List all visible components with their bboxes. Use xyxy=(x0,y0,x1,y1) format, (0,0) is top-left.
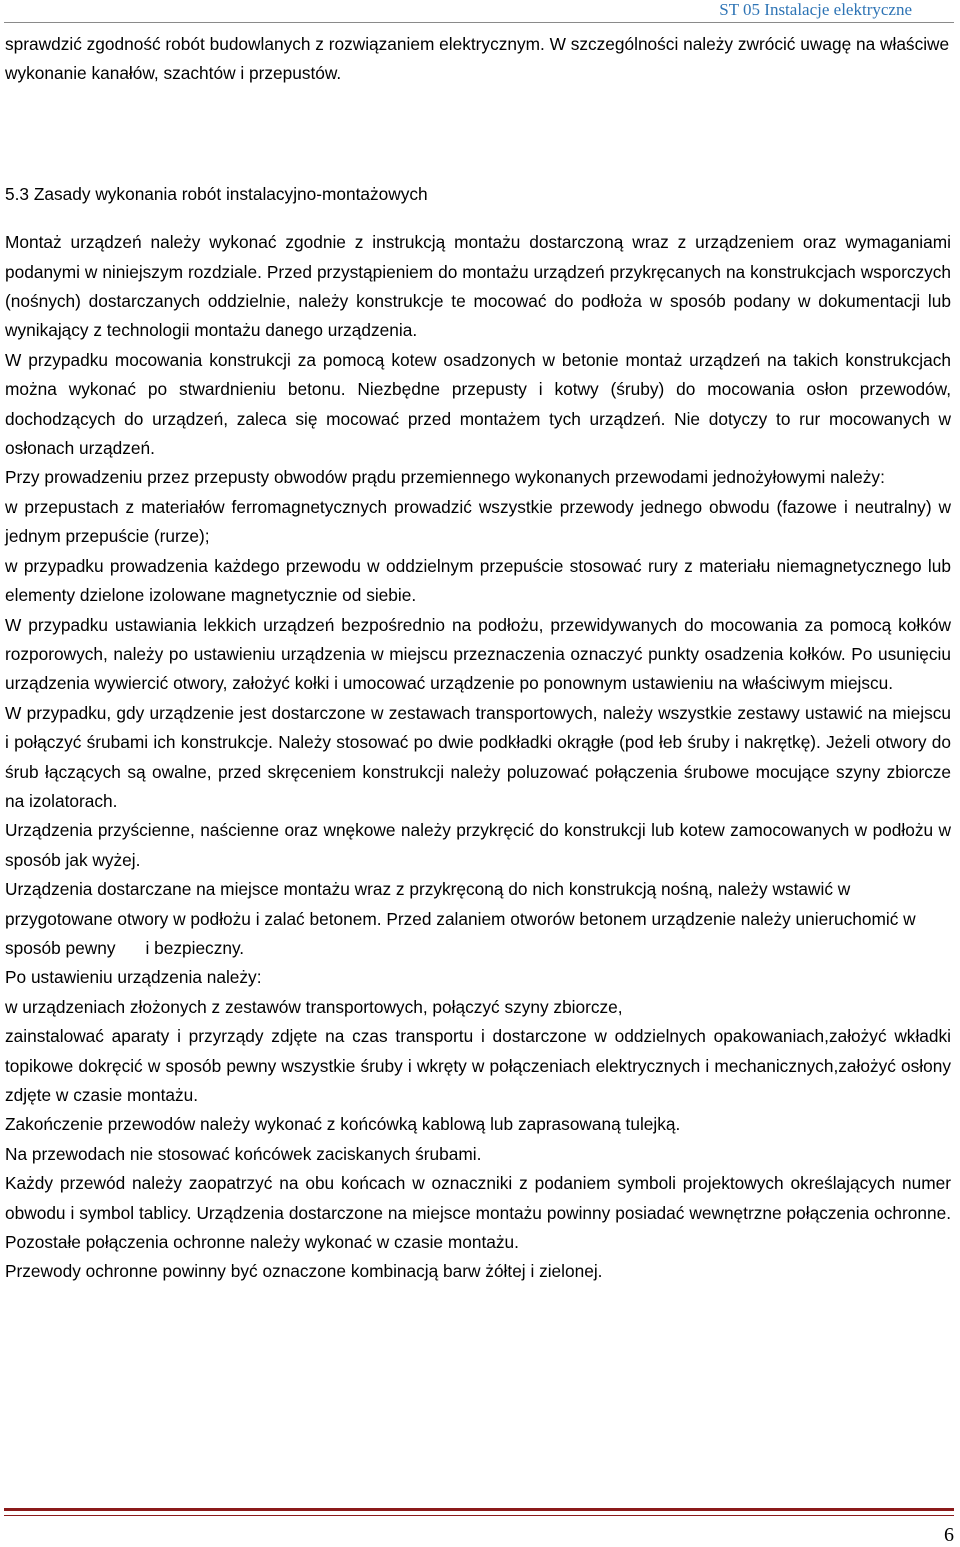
paragraph: W przypadku ustawiania lekkich urządzeń bezpośrednio na podłożu, przewidywanych do mocowania za pomocą kołków rozporowych, należy po ustawieniu urządzenia w miejscu przeznaczenia oznaczyć punkty osadzenia kołków. Po usunięciu urządzenia wywiercić otwory, założyć kołki i umocować urządzenie po ponownym ustawieniu na właściwym miejscu. xyxy=(5,614,951,694)
paragraph-with-tail xyxy=(5,875,951,963)
intro-paragraph: sprawdzić zgodność robót budowlanych z rozwiązaniem elektrycznym. W szczególności należy zwrócić uwagę na właściwe wykonanie kanałów, szachtów i przepustów. xyxy=(5,34,950,84)
paragraph: Po ustawieniu urządzenia należy: xyxy=(5,967,262,988)
section-title: Zasady wykonania robót instalacyjno-montażowych xyxy=(33,183,428,204)
paragraph: Montaż urządzeń należy wykonać zgodnie z instrukcją montażu dostarczoną wraz z urządzeniem oraz wymaganiami podanymi w niniejszym rozdziale. Przed przystąpieniem do montażu urządzeń przykręcanych na konstrukcjach wsporczych (nośnych) dostarczanych oddzielnie, należy konstrukcje te mocować do podłoża w sposób podany w dokumentacji lub wynikający z technologii montażu danego urządzenia. xyxy=(5,232,951,341)
paragraph: w przepustach z materiałów ferromagnetycznych prowadzić wszystkie przewody jednego obwodu (fazowe i neutralny) w jednym przepuście (rurze); xyxy=(5,496,951,547)
paragraph: Przy prowadzeniu przez przepusty obwodów prądu przemiennego wykonanych przewodami jednożyłowymi należy: xyxy=(5,467,885,488)
paragraph: Zakończenie przewodów należy wykonać z końcówką kablową lub zaprasowaną tulejką. xyxy=(5,1114,681,1135)
paragraph: Każdy przewód należy zaopatrzyć na obu końcach w oznaczniki z podaniem symboli projektowych określających numer obwodu i symbol tablicy. Urządzenia dostarczone na miejsce montażu powinny posiadać wewnętrzne połączenia ochronne. Pozostałe połączenia ochronne należy wykonać w czasie montażu. xyxy=(5,1173,951,1253)
paragraph-text: Urządzenia dostarczane na miejsce montażu wraz z przykręconą do nich konstrukcją nośną, należy wstawić w przygotowane otwory w podłożu i zalać betonem. Przed zalaniem otworów betonem urządzenie należy unieruchomić w sposób pewny xyxy=(5,879,916,958)
paragraph: w urządzeniach złożonych z zestawów transportowych, połączyć szyny zbiorcze, xyxy=(5,996,623,1017)
running-header: ST 05 Instalacje elektryczne xyxy=(719,0,912,19)
paragraph: W przypadku mocowania konstrukcji za pomocą kotew osadzonych w betonie montaż urządzeń na takich konstrukcjach można wykonać po stwardnieniu betonu. Niezbędne przepusty i kotwy (śruby) do mocowania osłon przewodów, dochodzących do urządzeń, zaleca się mocować przed montażem tych urządzeń. Nie dotyczy to rur mocowanych w osłonach urządzeń. xyxy=(5,349,951,459)
paragraph: zainstalować aparaty i przyrządy zdjęte na czas transportu i dostarczone w oddzielnych opakowaniach,założyć wkładki topikowe dokręcić w sposób pewny wszystkie śruby i wkręty w połączeniach elektrycznych i mechanicznych,założyć osłony zdjęte w czasie montażu. xyxy=(5,1026,951,1105)
paragraph: w przypadku prowadzenia każdego przewodu w oddzielnym przepuście stosować rury z materiału niemagnetycznego lub elementy dzielone izolowane magnetycznie od siebie. xyxy=(5,555,951,606)
paragraph: Urządzenia przyścienne, naścienne oraz wnękowe należy przykręcić do konstrukcji lub kotew zamocowanych w podłożu w sposób jak wyżej. xyxy=(5,820,951,870)
document-body xyxy=(5,30,951,1287)
section-number: 5.3 xyxy=(5,183,30,204)
header-rule xyxy=(4,22,954,23)
paragraph-tail: i bezpieczny. xyxy=(145,937,245,958)
section-heading xyxy=(5,180,951,209)
page-number: 6 xyxy=(944,1524,954,1546)
paragraph: Przewody ochronne powinny być oznaczone kombinacją barw żółtej i zielonej. xyxy=(5,1261,603,1282)
paragraph: Na przewodach nie stosować końcówek zaciskanych śrubami. xyxy=(5,1143,482,1164)
paragraph: W przypadku, gdy urządzenie jest dostarczone w zestawach transportowych, należy wszystkie zestawy ustawić na miejscu i połączyć śrubami ich konstrukcje. Należy stosować po dwie podkładki okrągłe (pod łeb śruby i nakrętkę). Jeżeli otwory do śrub łączących są owalne, przed skręceniem konstrukcji należy poluzować połączenia śrubowe mocujące szyny zbiorcze na izolatorach. xyxy=(5,702,951,811)
footer-rule xyxy=(4,1508,954,1516)
